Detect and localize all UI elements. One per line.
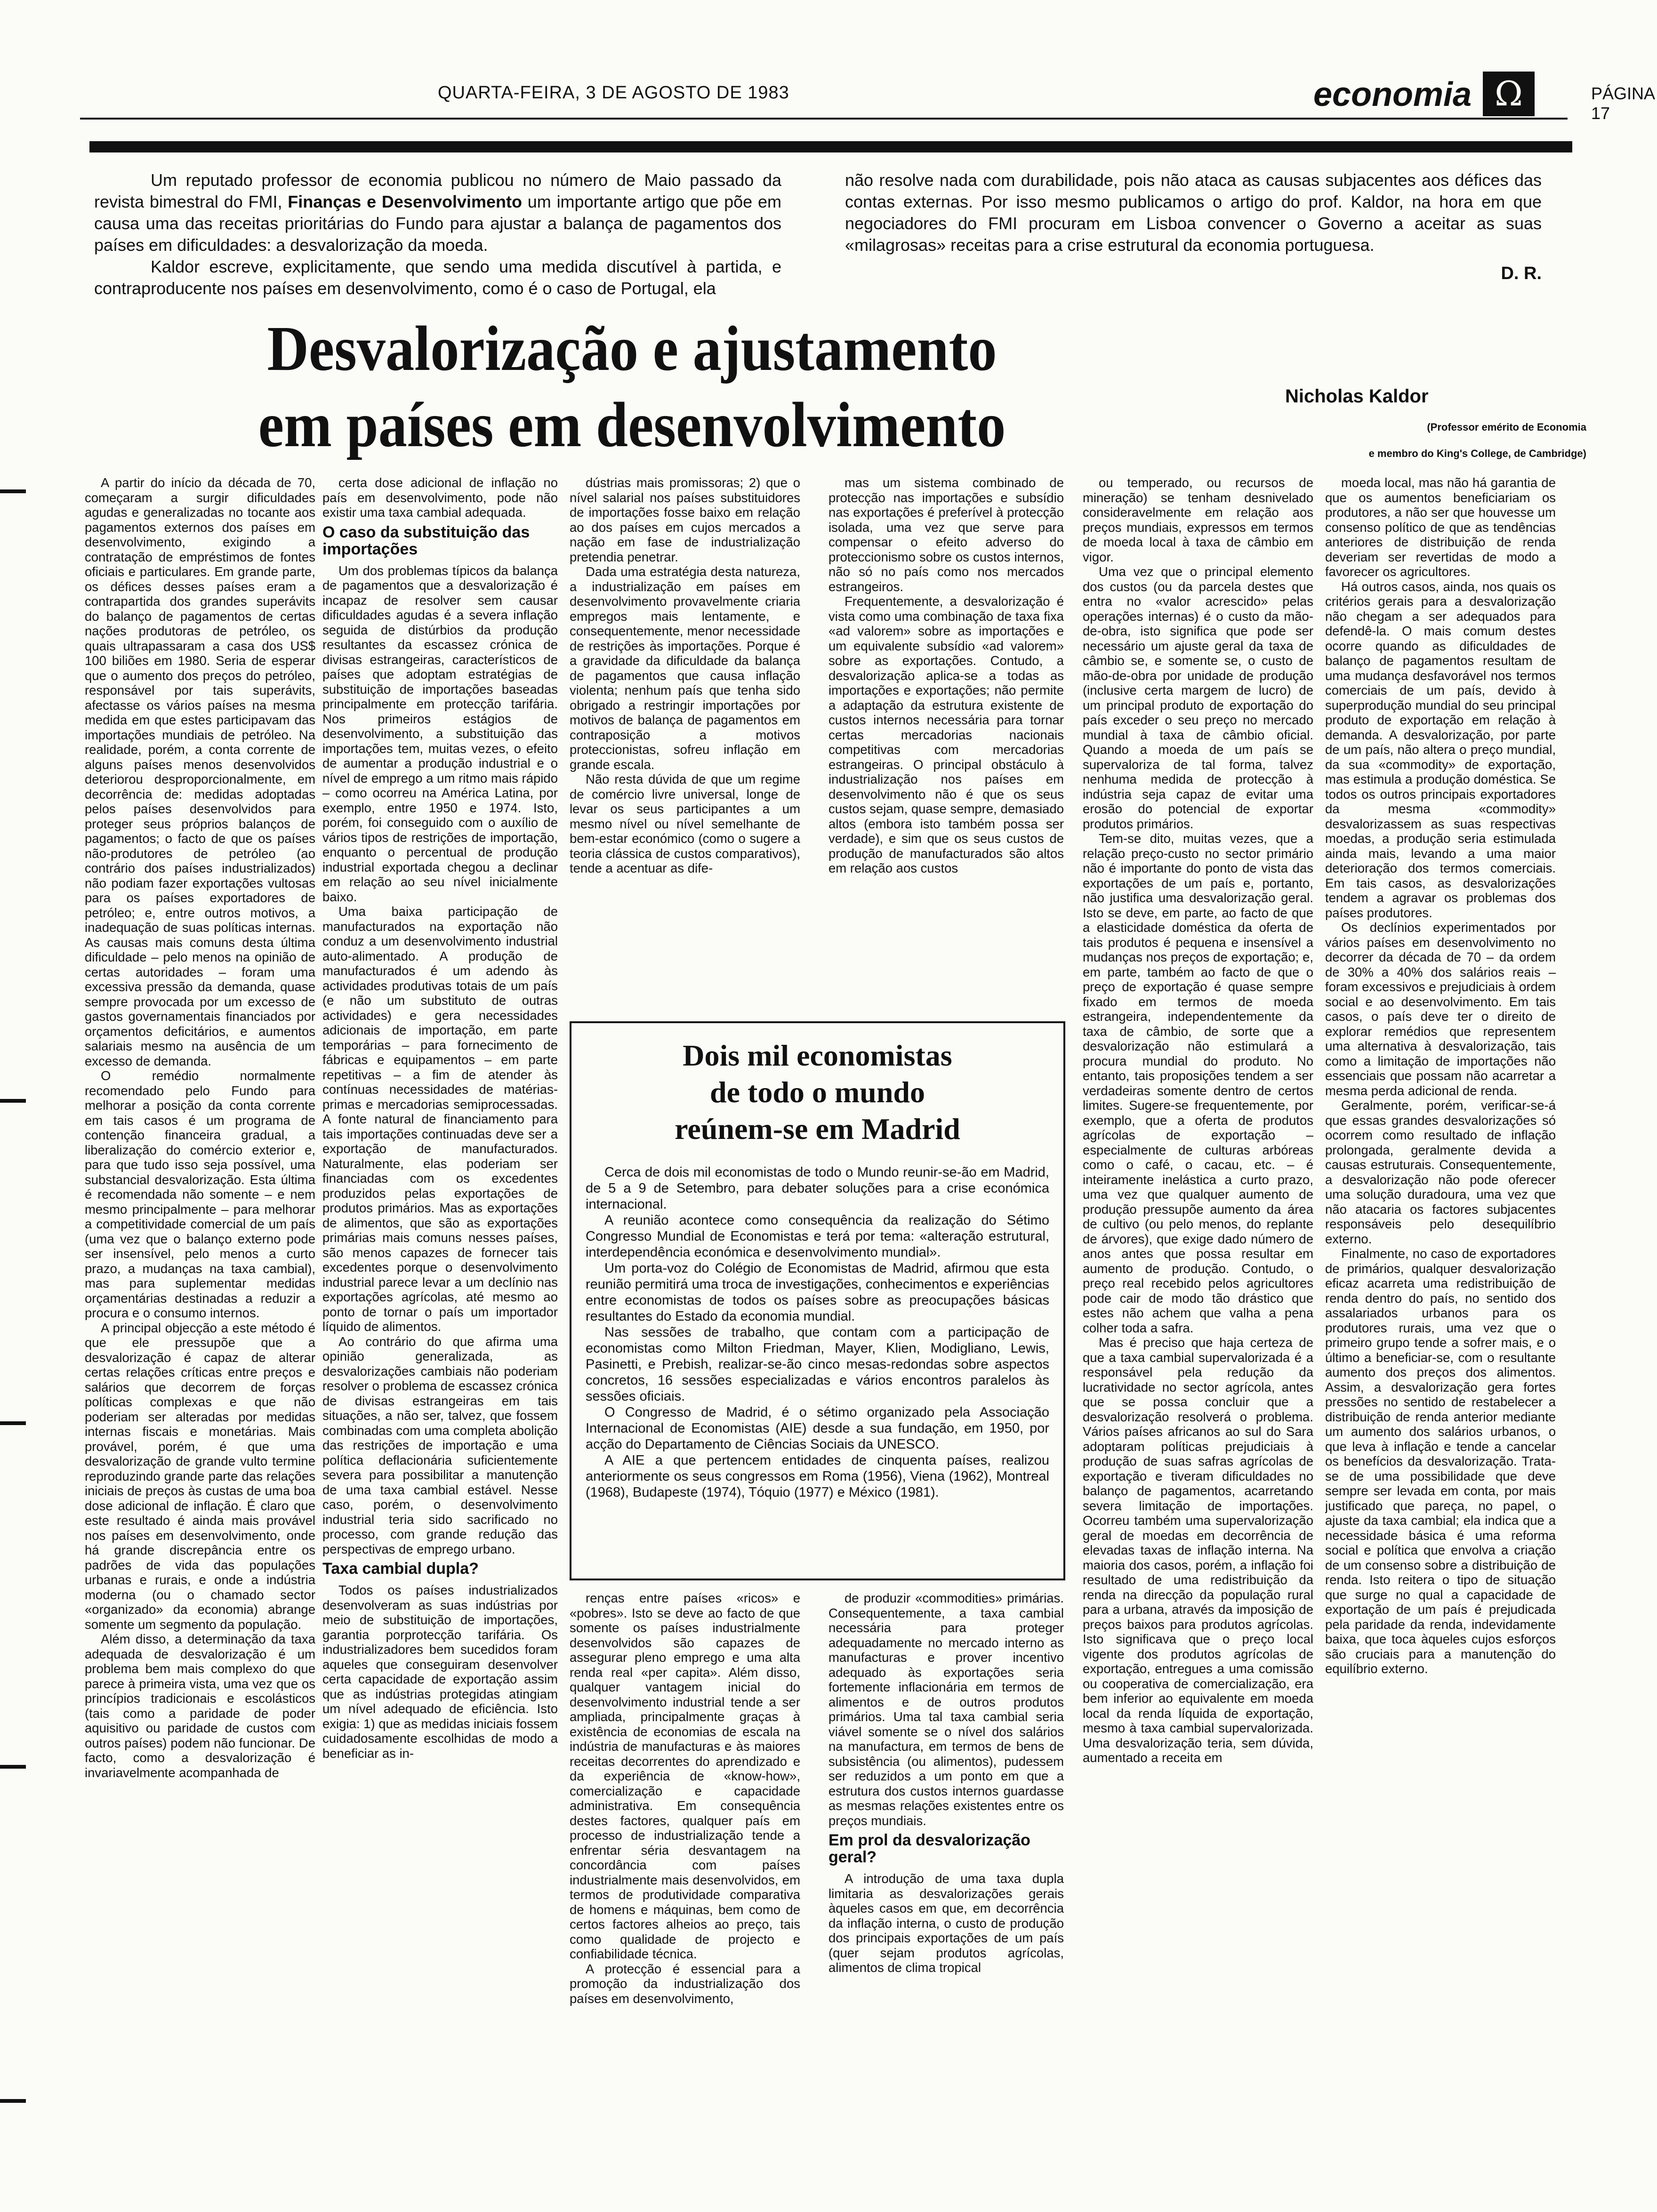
article-column-3 <box>570 475 800 1012</box>
subheading: Em prol da desvalorização geral? <box>828 1831 1030 1866</box>
paragraph: A introdução de uma taxa dupla limitaria as desvalorizações gerais àqueles casos em que, em decorrência da inflação interna, o custo de produção dos principais exportações de um país (quer sejam produtos agrícolas, alimentos de clima tropical <box>828 1871 1064 1975</box>
paragraph: Frequentemente, a desvalorização é vista como uma combinação de taxa fixa «ad valorem» sobre as importações e um equivalente subsídio «ad valorem» sobre as exportações. Contudo, a desvalorização aplica-se a todas as importações e exportações; não permite a adaptação da estrutura existente de custos internos necessária para tornar certas mercadorias nacionais competitivas com mercadorias estrangeiras. O principal obstáculo à industrialização nos países em desenvolvimento não é que os seus custos sejam, quase sempre, demasiado altos (embora isto também possa ser verdade), e sim que os seus custos de produção de manufacturados são altos em relação aos custos <box>828 594 1064 875</box>
heavy-rule <box>89 141 1572 152</box>
article-column-1 <box>85 475 315 2198</box>
paragraph: Não resta dúvida de que um regime de comércio livre universal, longe de levar os seus participantes a um mesmo nível ou nível semelhante de bem-estar económico (como o sugere a teoria clássica de custos comparativos), tende a acentuar as dife- <box>570 772 800 875</box>
paragraph: Uma baixa participação de manufacturados na exportação não conduz a um desenvolvimento industrial auto-alimentado. A produção de manufacturados é um adendo às actividades produtivas totais de um país (e não um substituto de outras actividades) e gera necessidades adicionais de importação, em parte temporárias – para fornecimento de fábricas e equipamentos – em parte repetitivas – a fim de atender às contínuas necessidades de matérias-primas e mercadorias semiprocessadas. A fonte natural de financiamento para tais importações continuadas deve ser a exportação de manufacturados. Naturalmente, elas poderiam ser financiadas com os excedentes produzidos pelas exportações de produtos primários. Mas as exportações de alimentos, que são as exportações primárias mais comuns nesses países, são menos capazes de fornecer tais excedentes porque o desenvolvimento industrial parece levar a um declínio nas exportações agrícolas, até mesmo ao ponto de tornar o país um importador líquido de alimentos. <box>322 904 558 1334</box>
author-affiliation: (Professor emérito de Economia e membro do King's College, de Cambridge) <box>1368 421 1586 459</box>
margin-mark <box>0 2099 26 2103</box>
paragraph: A partir do início da década de 70, começaram a surgir dificuldades agudas e generalizadas no tocante aos pagamentos externos dos países em desenvolvimento, exigindo a contratação de empréstimos de fontes oficiais e particulares. Em grande parte, os défices desses países eram a contrapartida dos grandes superávits do balanço de pagamentos de certas nações produtoras de petróleo, os quais ultrapassaram a casa dos US$ 100 biliões em 1980. Seria de esperar que o aumento dos preços do petróleo, responsável por tais superávits, afectasse os vários países na mesma medida em que estes participavam das importações mundiais de petróleo. Na realidade, porém, a conta corrente de alguns países menos desenvolvidos deteriorou desproporcionalmente, em decorrência de: medidas adoptadas pelos países desenvolvidos para proteger seus próprios balanços de pagamentos; o facto de que os países não-produtores de petróleo (ao contrário dos países industrializados) não podiam fazer exportações vultosas para os países exportadores de petróleo; e, entre outros motivos, a inadequação de suas políticas internas. As causas mais comuns desta última dificuldade – pelo menos na opinião de certas autoridades – foram uma excessiva pressão da demanda, quase sempre provocada por um excesso de gastos governamentais financiados por orçamentos deficitários, e aumentos salariais mesmo na ausência de um excesso de demanda. <box>85 475 315 1068</box>
paragraph: A principal objecção a este método é que ele pressupõe que a desvalorização é capaz de alterar certas relações críticas entre preços e salários que decorrem de forças políticas complexas e que não poderiam ser alteradas por medidas internas fiscais e monetárias. Mais provável, porém, é que uma desvalorização de grande vulto termine reproduzindo grande parte das relações iniciais de preços às custas de uma boa dose adicional de inflação. É claro que este resultado é ainda mais provável nos países em desenvolvimento, onde há grande discrepância entre os padrões de vida das populações urbanas e rurais, e onde a indústria moderna (ou o chamado sector «organizado» da economia) abrange somente um segmento da população. <box>85 1320 315 1632</box>
sidebar-paragraph: O Congresso de Madrid, é o sétimo organizado pela Associação Internacional de Economistas (AIE) desde a sua fundação, em 1950, por acção do Departamento de Ciências Sociais da UNESCO. <box>586 1405 1049 1452</box>
paragraph: moeda local, mas não há garantia de que os aumentos beneficiariam os produtores, a não ser que houvesse um consenso político de que as tendências anteriores de distribuição de renda deveriam ser revertidas de modo a favorecer os agricultores. <box>1325 475 1556 579</box>
author-name: Nicholas Kaldor <box>1285 386 1429 407</box>
paragraph: A protecção é essencial para a promoção da industrialização dos países em desenvolvimento, <box>570 1961 800 2006</box>
newspaper-logo-icon: Ω <box>1483 72 1535 116</box>
section-title: economia <box>1313 76 1472 113</box>
sidebar-headline: Dois mil economistas de todo o mundo reúnem-se em Madrid <box>675 1039 960 1146</box>
paragraph: certa dose adicional de inflação no país em desenvolvimento, pode não existir uma taxa cambial adequada. <box>322 475 558 520</box>
article-column-4-lower <box>828 1591 1064 2198</box>
page-number: PÁGINA 17 <box>1591 84 1655 123</box>
paragraph: Os declínios experimentados por vários países em desenvolvimento no decorrer da década de 70 – da ordem de 30% a 40% dos salários reais – foram excessivos e prejudiciais à ordem social e ao desenvolvimento. Em tais casos, o país deve ter o direito de explorar remédios que representem uma alternativa à desvalorização, tais como a limitação de importações não essenciais que possam não acarretar a mesma perda adicional de renda. <box>1325 920 1556 1098</box>
issue-date: QUARTA-FEIRA, 3 DE AGOSTO DE 1983 <box>438 83 789 103</box>
editor-note-paragraph: Kaldor escreve, explicitamente, que sendo uma medida discutível à partida, e contraproducente nos países em desenvolvimento, como é o caso de Portugal, ela <box>94 257 781 298</box>
article-column-2 <box>322 475 558 2198</box>
paragraph: Um dos problemas típicos da balança de pagamentos que a desvalorização é incapaz de resolver sem causar dificuldades agudas é a severa inflação seguida de distúrbios da produção resultantes da escassez crónica de divisas estrangeiras, característicos de países que adoptam estratégias de substituição de importações baseadas principalmente em protecção tarifária. Nos primeiros estágios de desenvolvimento, a substituição das importações tem, muitas vezes, o efeito de aumentar a produção industrial e o nível de emprego a um ritmo mais rápido – como ocorreu na América Latina, por exemplo, entre 1950 e 1974. Isto, porém, foi conseguido com o auxílio de vários tipos de restrições de importação, enquanto o percentual de produção industrial exportada chegou a declinar em relação ao seu nível inicialmente baixo. <box>322 563 558 904</box>
sidebar-article-box <box>570 1021 1065 1580</box>
sidebar-body <box>586 1164 1049 1500</box>
sidebar-paragraph: Nas sessões de trabalho, que contam com a participação de economistas como Milton Friedman, Mayer, Klien, Modigliano, Lewis, Pasinetti, e Prebish, realizar-se-ão cinco mesas-redondas sobre aspectos concretos, 16 sessões especializadas e vários encontros paralelos às sessões oficiais. <box>586 1325 1049 1404</box>
margin-mark <box>0 1421 26 1425</box>
paragraph: Além disso, a determinação da taxa adequada de desvalorização é um problema bem mais complexo do que parece à primeira vista, uma vez que os princípios tradicionais e escolásticos (tais como a paridade de poder aquisitivo ou paridade de custos com outros países) podem não funcionar. De facto, como a desvalorização é invariavelmente acompanhada de <box>85 1632 315 1780</box>
paragraph: Todos os países industrializados desenvolveram as suas indústrias por meio de substituição de importações, garantia porprotecção tarifária. Os industrializadores bem sucedidos foram aqueles que conseguiram desenvolver certa capacidade de exportação assim que as indústrias protegidas atingiam um nível adequado de eficiência. Isto exigia: 1) que as medidas iniciais fossem cuidadosamente escolhidas de modo a beneficiar as in- <box>322 1583 558 1761</box>
paragraph: dústrias mais promissoras; 2) que o nível salarial nos países substituidores de importações fosse baixo em relação ao dos países em cujos mercados a nação em fase de industrialização pretendia penetrar. <box>570 475 800 564</box>
paragraph: Uma vez que o principal elemento dos custos (ou da parcela destes que entra no «valor acrescido» pelas operações internas) é o custo da mão-de-obra, isto significa que pode ser necessário um ajuste geral da taxa de câmbio se, e somente se, o custo de mão-de-obra por unidade de produção (inclusive certa margem de lucro) de um principal produto de exportação do país exceder o seu preço no mercado mundial à taxa de câmbio oficial. Quando a moeda de um país se supervaloriza de tal forma, talvez nenhuma medida de protecção à indústria seja capaz de evitar uma erosão do potencial de exportar produtos primários. <box>1083 564 1313 831</box>
editor-note-paragraph: Um reputado professor de economia publicou no número de Maio passado da revista bimestral do FMI, Finanças e Desenvolvimento um importante artigo que põe em causa uma das receitas prioritárias do Fundo para ajustar a balança de pagamentos dos países em dificuldades: a desvalorização da moeda. <box>94 170 781 255</box>
masthead-rule <box>80 118 1568 120</box>
paragraph: ou temperado, ou recursos de mineração) se tenham desnivelado consideravelmente em relação aos preços mundiais, expressos em termos de moeda local à taxa de câmbio em vigor. <box>1083 475 1313 564</box>
margin-mark <box>0 1099 26 1103</box>
paragraph: Geralmente, porém, verificar-se-á que essas grandes desvalorizações só ocorrem como resultado de inflação prolongada, geralmente devida a causas estruturais. Consequentemente, a desvalorização não pode oferecer uma solução duradoura, uma vez que não atacaria os factores subjacentes responsáveis pelo desequilíbrio externo. <box>1325 1098 1556 1246</box>
article-column-6 <box>1325 475 1556 2198</box>
sidebar-paragraph: Cerca de dois mil economistas de todo o Mundo reunir-se-ão em Madrid, de 5 a 9 de Setembro, para debater soluções para a crise económica internacional. <box>586 1165 1049 1212</box>
paragraph: Há outros casos, ainda, nos quais os critérios gerais para a desvalorização não chegam a ser adequados para defendê-la. O mais comum destes ocorre quando as dificuldades de balanço de pagamentos resultam de uma mudança desfavorável nos termos comerciais de um país, devido à superprodução mundial do seu principal produto de exportação em relação à demanda. A desvalorização, por parte de um país, não altera o preço mundial, da sua «commodity» de exportação, mas estimula a produção doméstica. Se todos os outros principais exportadores da mesma «commodity» desvalorizassem as suas respectivas moedas, a produção seria estimulada ainda mais, levando a uma maior deterioração dos termos comerciais. Em tais casos, as desvalorizações tendem a agravar os problemas dos países produtores. <box>1325 579 1556 920</box>
paragraph: Finalmente, no caso de exportadores de primários, qualquer desvalorização eficaz acarreta uma redistribuição de renda dentro do país, no sentido dos assalariados urbanos para os produtores rurais, uma vez que o primeiro grupo tende a sofrer mais, e o último a beneficiar-se, com o resultante aumento dos preços dos alimentos. Assim, a desvalorização gera fortes pressões no sentido de restabelecer a distribuição de renda anterior mediante um aumento dos salários urbanos, o que leva à inflação e tende a cancelar os benefícios da desvalorização. Trata-se de uma possibilidade que deve sempre ser levada em conta, por mais justificado que pareça, no papel, o ajuste da taxa cambial; ela indica que a necessidade básica é uma reforma social e política que envolva a criação de um consenso sobre a distribuição de renda. Isto reitera o tipo de situação que surge no qual a capacidade de exportação de um país é prejudicada pela paridade da renda, indevidamente baixa, que toca àqueles cujos esforços são cruciais para a manutenção do equilíbrio externo. <box>1325 1246 1556 1676</box>
sidebar-paragraph: A AIE a que pertencem entidades de cinquenta países, realizou anteriormente os seus congressos em Roma (1956), Viena (1962), Montreal (1968), Budapeste (1974), Tóquio (1977) e México (1981). <box>586 1453 1049 1500</box>
paragraph: Ao contrário do que afirma uma opinião generalizada, as desvalorizações cambiais não poderiam resolver o problema de escassez crónica de divisas estrangeiras em tais situações, a não ser, talvez, que fossem combinadas com uma completa abolição das restrições de importação e uma política deflacionária suficientemente severa para possibilitar a manutenção de uma taxa cambial estável. Nesse caso, porém, o desenvolvimento industrial teria sido sacrificado no processo, com grande redução das perspectivas de emprego urbano. <box>322 1334 558 1556</box>
paragraph: mas um sistema combinado de protecção nas importações e subsídio nas exportações é preferível à protecção isolada, uma vez que serve para compensar o efeito adverso do proteccionismo sobre os custos internos, não só no país como nos mercados estrangeiros. <box>828 475 1064 594</box>
margin-mark <box>0 489 26 493</box>
paragraph: Dada uma estratégia desta natureza, a industrialização em países em desenvolvimento provavelmente criaria empregos mais lentamente, e consequentemente, menor necessidade de restrições às importações. Porque é a gravidade da dificuldade da balança de pagamentos que causa inflação violenta; nenhum país que tenha sido obrigado a restringir importações por motivos de balança de pagamentos em contraposição a motivos proteccionistas, sofreu inflação em grande escala. <box>570 564 800 772</box>
paragraph: de produzir «commodities» primárias. Consequentemente, a taxa cambial necessária para proteger adequadamente no mercado interno as manufacturas e prover incentivo adequado às exportações seria fortemente inflacionária em termos de alimentos e de outros produtos primários. Uma tal taxa cambial seria viável somente se o nível dos salários na manufactura, em termos de bens de subsistência (ou alimentos), pudessem ser reduzidos a um ponto em que a estrutura dos custos internos guardasse as mesmas relações existentes entre os preços mundiais. <box>828 1591 1064 1828</box>
article-headline: Desvalorização e ajustamento em países em desenvolvimento <box>258 313 1006 460</box>
editor-note-paragraph: não resolve nada com durabilidade, pois não ataca as causas subjacentes aos défices das contas externas. Por isso mesmo publicamos o artigo do prof. Kaldor, na hora em que negociadores do FMI procuram em Lisboa convencer o Governo a aceitar as suas «milagrosas» receitas para a crise estrutural da economia portuguesa. <box>845 170 1542 255</box>
subheading: O caso da substituição das importações <box>322 523 530 558</box>
paragraph: O remédio normalmente recomendado pelo Fundo para melhorar a posição da conta corrente em tais casos é um programa de contenção financeira gradual, a liberalização do comércio exterior e, para que tudo isso seja possível, uma substancial desvalorização. Esta última é recomendada não somente – e nem mesmo principalmente – para melhorar a competitividade comercial de um país (uma vez que o balanço externo pode ser insensível, pelo menos a curto prazo, a mudanças na taxa cambial), mas para suplementar medidas orçamentárias destinadas a reduzir a procura e o consumo internos. <box>85 1068 315 1320</box>
editor-initials: D. R. <box>1501 264 1542 283</box>
margin-mark <box>0 1765 26 1769</box>
article-column-3-lower <box>570 1591 800 2198</box>
article-column-5 <box>1083 475 1313 2198</box>
sidebar-paragraph: A reunião acontece como consequência da realização do Sétimo Congresso Mundial de Economistas e terá por tema: «alteração estrutural, interdependência económica e desenvolvimento mundial». <box>586 1213 1049 1260</box>
masthead <box>80 74 1655 123</box>
paragraph: renças entre países «ricos» e «pobres». Isto se deve ao facto de que somente os países industrialmente desenvolvidos são capazes de assegurar pleno emprego e uma alta renda real «per capita». Além disso, qualquer vantagem inicial do desenvolvimento industrial tende a ser ampliada, principalmente graças à existência de economias de escala na indústria de manufacturas e às maiores receitas decorrentes do aprendizado e da experiência de «know-how», comercialização e capacidade administrativa. Em consequência destes factores, qualquer país em processo de industrialização tende a enfrentar séria desvantagem na concordância com países industrialmente mais desenvolvidos, em termos de produtividade comparativa de homens e máquinas, bem como de certos factores alheios ao preço, tais como qualidade de projecto e confiabilidade técnica. <box>570 1591 800 1961</box>
article-column-4 <box>828 475 1064 1012</box>
subheading: Taxa cambial dupla? <box>322 1560 479 1578</box>
editor-note-right <box>845 169 1542 283</box>
sidebar-paragraph: Um porta-voz do Colégio de Economistas de Madrid, afirmou que esta reunião permitirá uma troca de investigações, conhecimentos e experiências entre economistas de todos os países sobre as preocupações básicas resultantes do Estado da economia mundial. <box>586 1261 1049 1324</box>
journal-title: Finanças e Desenvolvimento <box>288 192 522 211</box>
paragraph: Tem-se dito, muitas vezes, que a relação preço-custo no sector primário não é importante do ponto de vista das exportações de um país e, portanto, não justifica uma desvalorização geral. Isto se deve, em parte, ao facto de que a elasticidade doméstica da oferta de tais produtos é pequena e insensível a mudanças nos preços de exportação; e, em parte, também ao facto de que o preço de exportação é quase sempre fixado em termos de moeda estrangeira, independentemente da taxa de câmbio, de sorte que a desvalorização não estimulará a procura mundial do produto. No entanto, tais proposições tendem a ser verdadeiras somente dentro de certos limites. Sugere-se frequentemente, por exemplo, que a oferta de produtos agrícolas de exportação – especialmente de culturas arbóreas como o café, o cacau, etc. – é inteiramente inelástica a curto prazo, uma vez que qualquer aumento de produção pressupõe aumento da área de cultivo (ou pelo menos, do replante de árvores), que exige dado número de anos antes que possa resultar em aumento de produção. Contudo, o preço real recebido pelos agricultores pode cair de modo tão drástico que estes não achem que valha a pena colher toda a safra. <box>1083 831 1313 1335</box>
editor-note-left <box>94 169 781 299</box>
paragraph: Mas é preciso que haja certeza de que a taxa cambial supervalorizada é a responsável pela redução da lucratividade no sector agrícola, antes que se possa concluir que a desvalorização resolverá o problema. Vários países africanos ao sul do Sara adoptaram políticas prejudiciais à produção de suas safras agrícolas de exportação e tiveram dificuldades no balanço de pagamentos, acarretando severa limitação de importações. Ocorreu também uma supervalorização geral de moedas em decorrência de elevadas taxas de inflação interna. Na maioria dos casos, porém, a inflação foi resultado de uma redistribuição da renda na direcção da população rural para a urbana, através da imposição de preços baixos para produtos agrícolas. Isto significava que o preço local vigente dos produtos agrícolas de exportação, entregues a uma comissão ou cooperativa de comercialização, era bem inferior ao equivalente em moeda local da renda líquida de exportação, mesmo à taxa cambial supervalorizada. Uma desvalorização teria, sem dúvida, aumentado a receita em <box>1083 1335 1313 1765</box>
